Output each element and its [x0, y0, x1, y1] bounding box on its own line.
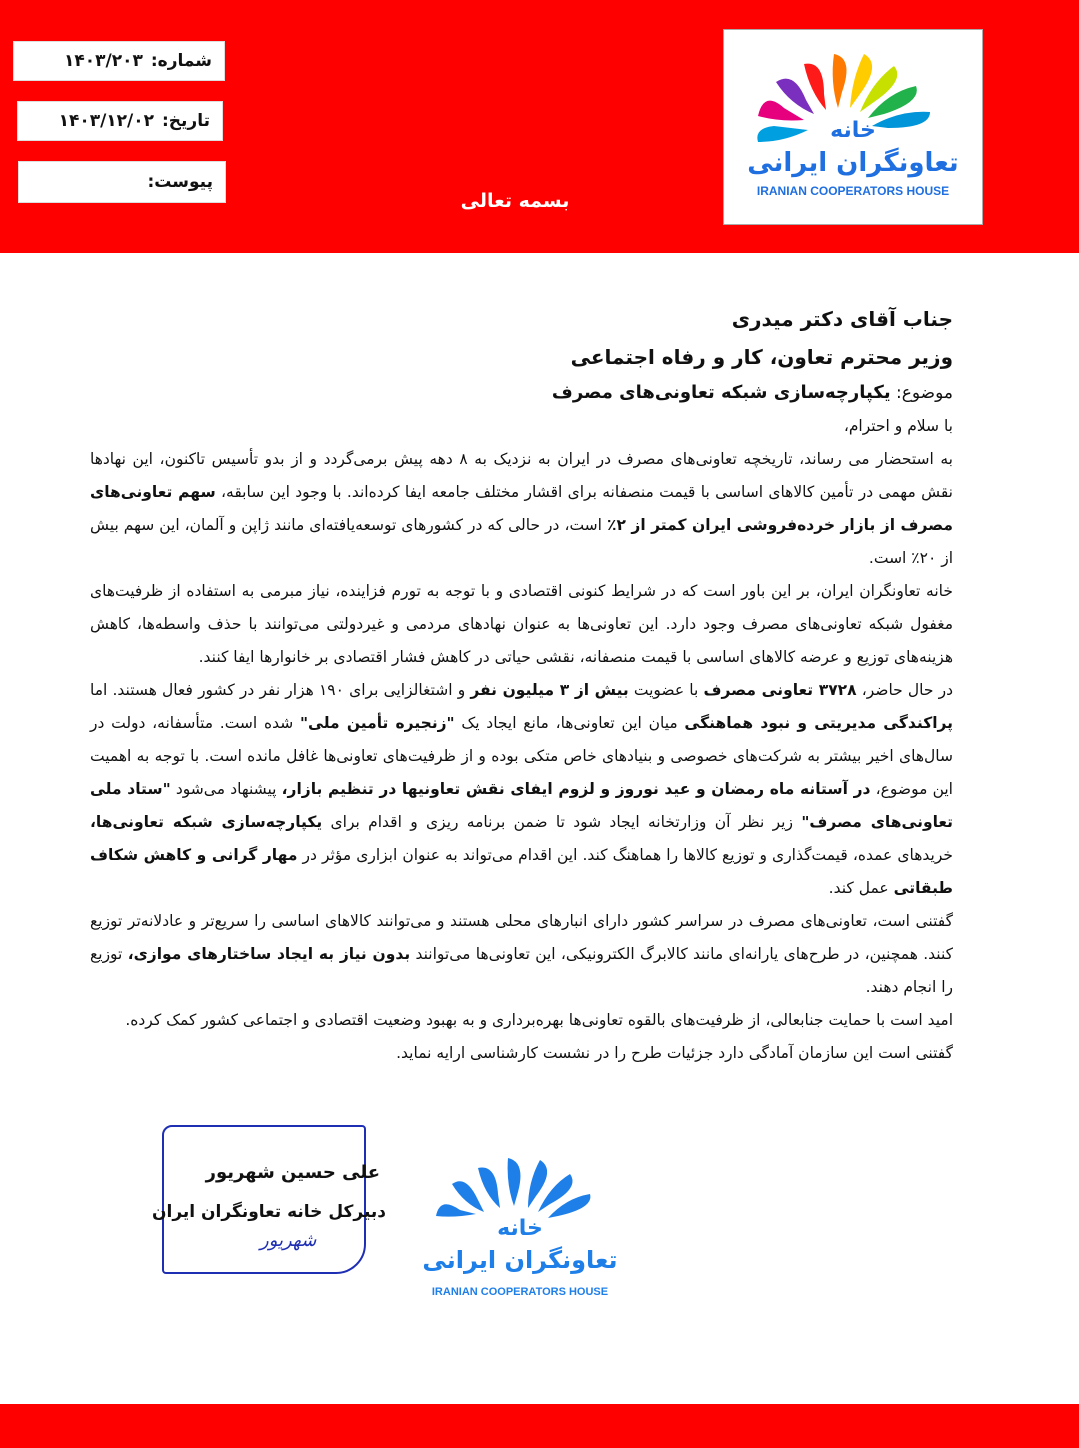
p1-text-c: است، در حالی که در کشورهای توسعه‌یافته‌ای مانند ژاپن و آلمان، این سهم بیش از ۲۰٪ است. [90, 516, 953, 567]
letter-attachment-box [18, 161, 226, 203]
p3-bold-b: ۳۷۲۸ تعاونی مصرف [703, 681, 857, 699]
stamp-en-text: IRANIAN COOPERATORS HOUSE [431, 1286, 609, 1298]
paragraph-4 [90, 905, 953, 1004]
signature-frame [162, 1125, 366, 1274]
p3-text-m: زیر نظر آن وزارتخانه ایجاد شود تا ضمن برنامه ریزی و اقدام برای [322, 813, 802, 831]
letter-number-box [13, 41, 225, 81]
p1-bold-b: سهم تعاونی‌های مصرف از بازار خرده‌فروشی ایران کمتر از ۲٪ [90, 483, 954, 534]
addressee-title: وزیر محترم تعاون، کار و رفاه اجتماعی [570, 345, 953, 369]
subject-text: یکپارچه‌سازی شبکه تعاونی‌های مصرف [551, 382, 891, 403]
p4-bold-b: بدون نیاز به ایجاد ساختارهای موازی، [127, 945, 411, 963]
stamp-fa-line2: تعاونگران ایرانی [422, 1246, 618, 1274]
p3-text-i: شده است. متأسفانه، دولت در سال‌های اخیر بیشتر به شرکت‌های خصوصی و بنیادهای خاص متکی بوده و از ظرفیت‌های تعاونی‌ها غافل مانده است. با توجه به اهمیت این موضوع، [90, 714, 953, 798]
letterhead-footer [0, 1404, 1079, 1448]
letter-number-value: ۱۴۰۳/۲۰۳ [64, 51, 143, 71]
organization-stamp [420, 1150, 620, 1310]
logo-fa-line2: تعاونگران ایرانی [747, 148, 959, 178]
p3-text-g: میان این تعاونی‌ها، مانع ایجاد یک [454, 714, 685, 732]
p3-text-o: خریدهای عمده، قیمت‌گذاری و توزیع کالاها را هماهنگ کند. این اقدام می‌تواند به عنوان ابزاری مؤثر در [297, 846, 953, 864]
paragraph-5: امید است با حمایت جنابعالی، از ظرفیت‌های بالقوه تعاونی‌ها بهره‌برداری و به بهبود وضعیت اقتصادی و اجتماعی کشور کمک کرده. [125, 1011, 953, 1029]
p3-text-q: عمل کند. [828, 879, 894, 897]
p3-bold-d: بیش از ۳ میلیون نفر [470, 681, 629, 699]
p1-text-a: به استحضار می رساند، تاریخچه تعاونی‌های مصرف در ایران به نزدیک به ۸ دهه پیش برمی‌گردد و از بدو تأسیس تاکنون، این نهادها نقش مهمی در تأمین کالاهای اساسی با قیمت منصفانه برای اقشار مختلف جامعه ایفا کرده‌اند. با وجود این سابقه، [90, 450, 953, 501]
p4-text-a: گفتنی است، تعاونی‌های مصرف در سراسر کشور دارای انبارهای محلی هستند و می‌توانند کالاهای اساسی را سریع‌تر و عادلانه‌تر توزیع کنند. همچنین، در طرح‌های یارانه‌ای مانند کالابرگ الکترونیکی، این تعاونی‌ها می‌توانند [90, 912, 954, 963]
signatory-title: دبیرکل خانه تعاونگران ایران [152, 1202, 386, 1222]
stamp-fa-line1: خانه [497, 1216, 543, 1241]
greeting: با سلام و احترام، [843, 417, 953, 435]
p3-bold-j: در آستانه ماه رمضان و عید نوروز و لزوم ایفای نقش تعاونیها در تنظیم بازار، [281, 780, 871, 798]
paragraph-1 [90, 443, 953, 575]
signatory-name: علی حسین شهریور [205, 1162, 380, 1183]
header-logo [723, 29, 983, 225]
subject-label: موضوع: [896, 383, 953, 403]
letterhead-header [0, 0, 1079, 253]
letter-date-label: تاریخ: [162, 111, 210, 131]
letter-date-value: ۱۴۰۳/۱۲/۰۲ [58, 111, 154, 131]
p3-text-a: در حال حاضر، [856, 681, 953, 699]
p3-bold-f: پراکندگی مدیریتی و نبود هماهنگی [684, 714, 954, 732]
letter-attachment-label: پیوست: [147, 172, 213, 192]
signature-block [120, 1080, 400, 1310]
p4-text-c: توزیع را انجام دهند. [90, 945, 953, 996]
p3-text-c: با عضویت [628, 681, 704, 699]
letter-body [90, 300, 953, 1070]
p3-bold-h: "زنجیره تأمین ملی" [299, 714, 455, 732]
letter-number-label: شماره: [150, 51, 212, 71]
paragraph-3 [90, 674, 953, 905]
handwritten-signature: شهریور [260, 1230, 317, 1251]
p3-text-k: پیشنهاد می‌شود [170, 780, 282, 798]
p3-text-e: و اشتغالزایی برای ۱۹۰ هزار نفر در کشور فعال هستند. اما [90, 681, 471, 699]
logo-en-text: IRANIAN COOPERATORS HOUSE [756, 184, 950, 198]
p3-bold-n: یکپارچه‌سازی شبکه تعاونی‌ها، [90, 813, 323, 831]
letter-subject [90, 376, 953, 410]
addressee-name: جناب آقای دکتر میدری [731, 307, 953, 331]
p3-bold-l: "ستاد ملی تعاونی‌های مصرف" [90, 780, 953, 831]
paragraph-6: گفتنی است این سازمان آمادگی دارد جزئیات طرح را در نشست کارشناسی ارایه نماید. [396, 1044, 953, 1062]
stamp-rays-icon [420, 1150, 620, 1220]
p3-bold-p: مهار گرانی و کاهش شکاف طبقاتی [90, 846, 953, 897]
letter-date-box [17, 101, 223, 141]
logo-fa-line1: خانه [830, 118, 876, 143]
paragraph-2: خانه تعاونگران ایران، بر این باور است که در شرایط کنونی اقتصادی و با توجه به تورم فزاینده، نیاز مبرمی به استفاده از ظرفیت‌های مغفول شبکه تعاونی‌های مصرف وجود دارد. این تعاونی‌ها به عنوان نهادهای مردمی و غیردولتی می‌توانند با حذف واسطه‌ها، کاهش هزینه‌های توزیع و عرضه کالاهای اساسی با قیمت منصفانه، نقشی حیاتی در کاهش فشار اقتصادی بر خانوارها ایفا کنند. [90, 582, 953, 666]
bismillah-heading: بسمه تعالی [460, 190, 570, 212]
